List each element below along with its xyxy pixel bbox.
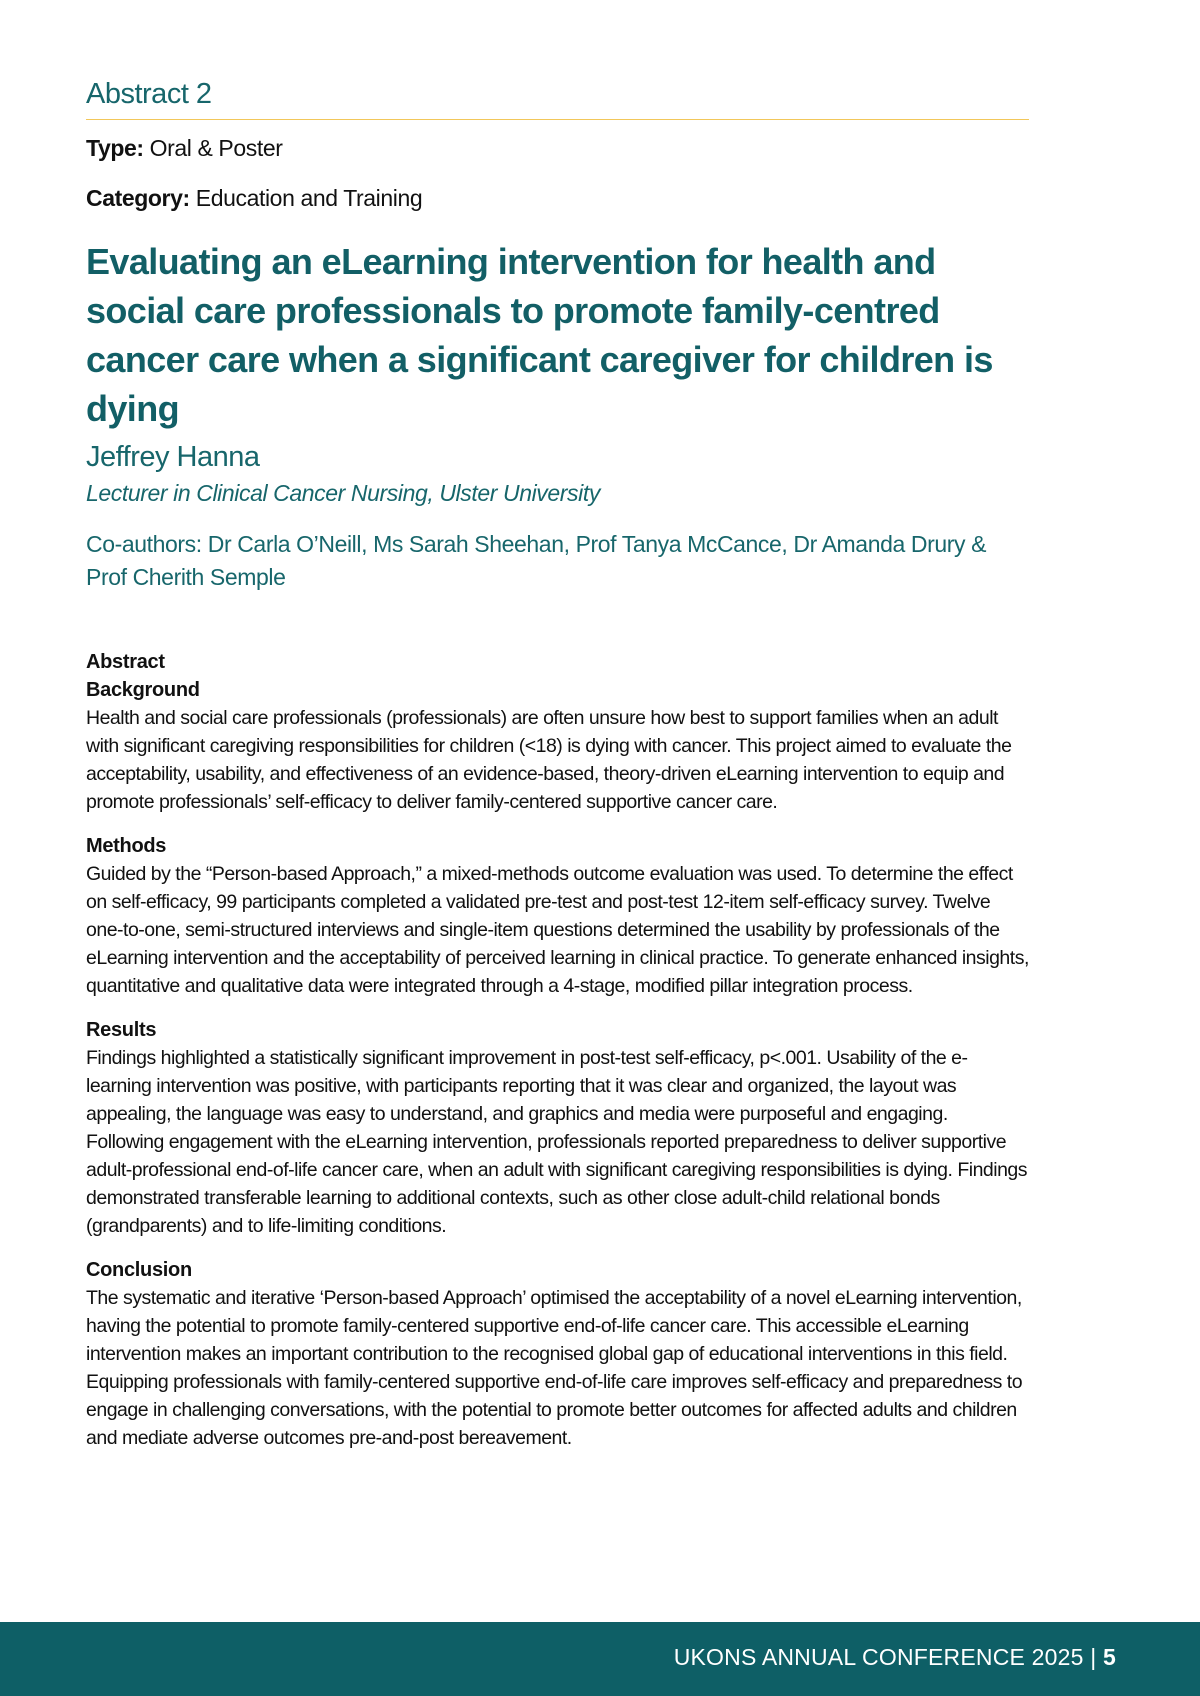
header-divider	[86, 119, 1029, 120]
section-results	[86, 1016, 1029, 1240]
type-value: Oral & Poster	[149, 135, 283, 161]
type-line	[86, 135, 283, 162]
section-heading: Background	[86, 679, 200, 701]
section-text: Health and social care professionals (professionals) are often unsure how best to support families when an adult with significant caregiving responsibilities for children (<18) is dying with cancer. This project aimed to evaluate the acceptability, usability, and effectiveness of an evidence-based, theory-driven eLearning intervention to equip and promote professionals’ self-efficacy to deliver family-centered supportive cancer care.	[86, 707, 1012, 813]
page-number: 5	[1103, 1644, 1116, 1670]
section-heading: Methods	[86, 835, 167, 857]
conference-name: UKONS ANNUAL CONFERENCE 2025	[673, 1644, 1084, 1670]
category-line	[86, 185, 422, 212]
type-key: Type:	[86, 135, 144, 161]
footer-bar	[0, 1622, 1200, 1696]
author-affiliation: Lecturer in Clinical Cancer Nursing, Ulster University	[86, 480, 600, 506]
abstract-number: Abstract 2	[86, 78, 212, 110]
paper-title: Evaluating an eLearning intervention for health and social care professionals to promote family-centred cancer care when a significant caregiver for children is dying	[86, 241, 993, 429]
section-methods	[86, 832, 1029, 1000]
section-text: Guided by the “Person-based Approach,” a mixed-methods outcome evaluation was used. To determine the effect on self-efficacy, 99 participants completed a validated pre-test and post-test 12-item self-efficacy survey. Twelve one-to-one, semi-structured interviews and single-item questions determined the usability by professionals of the eLearning intervention and the acceptability of perceived learning in clinical practice. To generate enhanced insights, quantitative and qualitative data were integrated through a 4-stage, modified pillar integration process.	[86, 863, 1029, 997]
category-value: Education and Training	[195, 185, 423, 211]
abstract-body	[86, 648, 1029, 1468]
section-heading: Conclusion	[86, 1259, 192, 1281]
coauthors: Co-authors: Dr Carla O’Neill, Ms Sarah Sheehan, Prof Tanya McCance, Dr Amanda Drury & Prof Cherith Semple	[86, 531, 987, 590]
section-text: The systematic and iterative ‘Person-based Approach’ optimised the acceptability of a novel eLearning intervention, having the potential to promote family-centered supportive end-of-life cancer care. This accessible eLearning intervention makes an important contribution to the recognised global gap of educational interventions in this field. Equipping professionals with family-centered supportive end-of-life care improves self-efficacy and preparedness to engage in challenging conversations, with the potential to promote better outcomes for affected adults and children and mediate adverse outcomes pre-and-post bereavement.	[86, 1287, 1023, 1449]
footer-separator: |	[1090, 1644, 1097, 1670]
category-key: Category:	[86, 185, 190, 211]
author-name: Jeffrey Hanna	[86, 441, 260, 473]
section-heading: Results	[86, 1019, 157, 1041]
section-background	[86, 676, 1029, 816]
abstract-heading: Abstract	[86, 651, 165, 673]
section-conclusion	[86, 1256, 1029, 1452]
footer-text	[674, 1644, 1116, 1671]
section-text: Findings highlighted a statistically significant improvement in post-test self-efficacy, p<.001. Usability of the e-learning intervention was positive, with participants reporting that it was clear and organized, the layout was appealing, the language was easy to understand, and graphics and media were purposeful and engaging. Following engagement with the eLearning intervention, professionals reported preparedness to deliver supportive adult-professional end-of-life cancer care, when an adult with significant caregiving responsibilities is dying. Findings demonstrated transferable learning to additional contexts, such as other close adult-child relational bonds (grandparents) and to life-limiting conditions.	[86, 1047, 1028, 1237]
